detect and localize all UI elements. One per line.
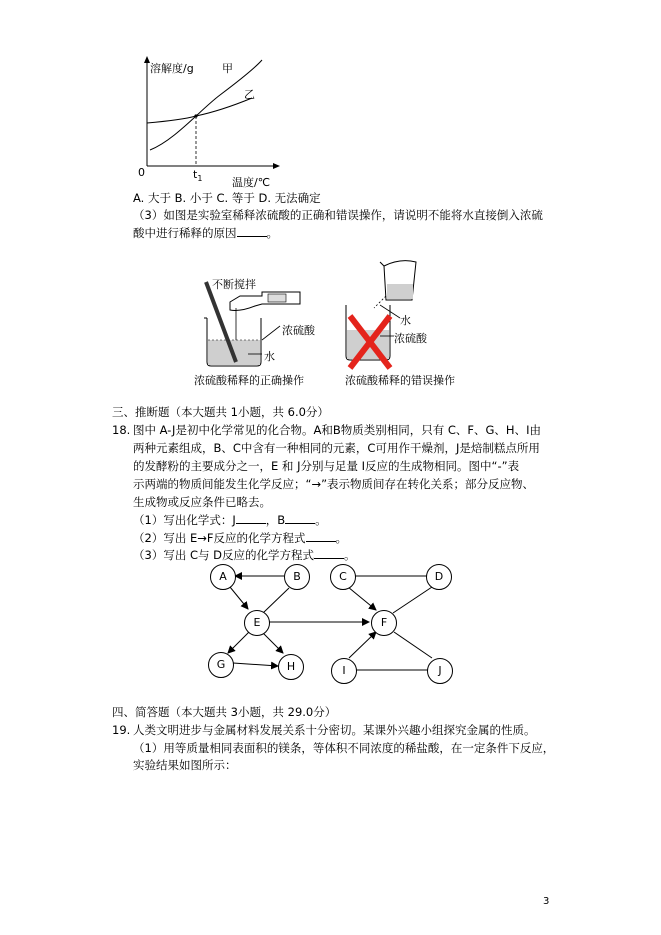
- link-d-f: [393, 587, 432, 613]
- q19-sub1-line2: 实验结果如图所示：: [133, 758, 237, 772]
- q18-sub3: （3）写出 C与 D反应的化学方程式 。: [133, 548, 356, 562]
- q18-sub1: （1）写出化学式：J ，B 。: [133, 513, 327, 527]
- arrow-e-g: [228, 632, 249, 653]
- chart-tick-t1: $t_1$: [193, 168, 203, 184]
- chart-ylabel: 溶解度/g: [150, 62, 194, 75]
- node-h: H: [278, 654, 304, 680]
- arrow-e-h: [262, 632, 283, 653]
- q19-number: 19.: [112, 723, 131, 737]
- q18-number: 18.: [112, 423, 131, 437]
- q18-line2: 两种元素组成，B、C中含有一种相同的元素，C可用作干燥剂，J是焙制糕点所用: [133, 441, 540, 455]
- q17-sub3-line2: 酸中进行稀释的原因 。: [133, 226, 278, 240]
- node-b: B: [284, 564, 310, 590]
- q19-sub1-line1: （1）用等质量相同表面积的镁条，等体积不同浓度的稀盐酸，在一定条件下反应，: [133, 741, 555, 755]
- node-e: E: [244, 610, 270, 636]
- link-b-e: [263, 588, 289, 613]
- q18-sub2: （2）写出 E→F反应的化学方程式 。: [133, 531, 347, 545]
- q18-line3: 的发酵粉的主要成分之一，E 和 J分别与足量 I反应的生成物相同。图中“-”表: [133, 459, 520, 473]
- node-a: A: [210, 564, 236, 590]
- q17-options: A. 大于 B. 小于 C. 等于 D. 无法确定: [133, 191, 321, 205]
- node-g: G: [208, 652, 234, 678]
- caption-wrong: 浓硫酸稀释的错误操作: [345, 374, 455, 387]
- arrow-c-f: [348, 587, 376, 610]
- chart-origin: 0: [138, 166, 145, 179]
- node-f: F: [371, 610, 397, 636]
- arrow-i-f: [349, 632, 376, 658]
- node-i: I: [331, 658, 357, 684]
- link-j-f: [394, 632, 432, 658]
- stir-label: 不断搅拌: [212, 278, 256, 291]
- water-label-wrong: 水: [400, 314, 411, 327]
- section3-heading: 三、推断题（本大题共 1小题，共 6.0分）: [112, 405, 329, 419]
- q18-line1: 图中 A-J是初中化学常见的化合物。A和B物质类别相同，只有 C、F、G、H、I由: [133, 423, 541, 437]
- water-label-correct: 水: [264, 350, 275, 363]
- arrow-g-h: [233, 663, 278, 666]
- node-j: J: [427, 658, 453, 684]
- node-c: C: [330, 564, 356, 590]
- q19-line1: 人类文明进步与金属材料发展关系十分密切。某课外兴趣小组探究金属的性质。: [133, 723, 536, 737]
- acid-label-wrong: 浓硫酸: [394, 332, 427, 345]
- node-d: D: [426, 564, 452, 590]
- q17-sub3-line1: （3）如图是实验室稀释浓硫酸的正确和错误操作，请说明不能将水直接倒入浓硫: [133, 208, 543, 222]
- chart-xlabel: 温度/℃: [232, 176, 271, 189]
- page-number: 3: [543, 896, 550, 907]
- q18-line5: 生成物或反应条件已略去。: [133, 495, 271, 509]
- acid-label-correct: 浓硫酸: [282, 324, 315, 337]
- q18-line4: 示两端的物质间能发生化学反应；“→”表示物质间存在转化关系；部分反应物、: [133, 477, 535, 491]
- section4-heading: 四、简答题（本大题共 3小题，共 29.0分）: [112, 705, 337, 719]
- curve-yi-label: 乙: [244, 88, 255, 101]
- caption-correct: 浓硫酸稀释的正确操作: [194, 374, 304, 387]
- curve-jia-label: 甲: [222, 62, 233, 75]
- arrow-a-e: [230, 587, 248, 609]
